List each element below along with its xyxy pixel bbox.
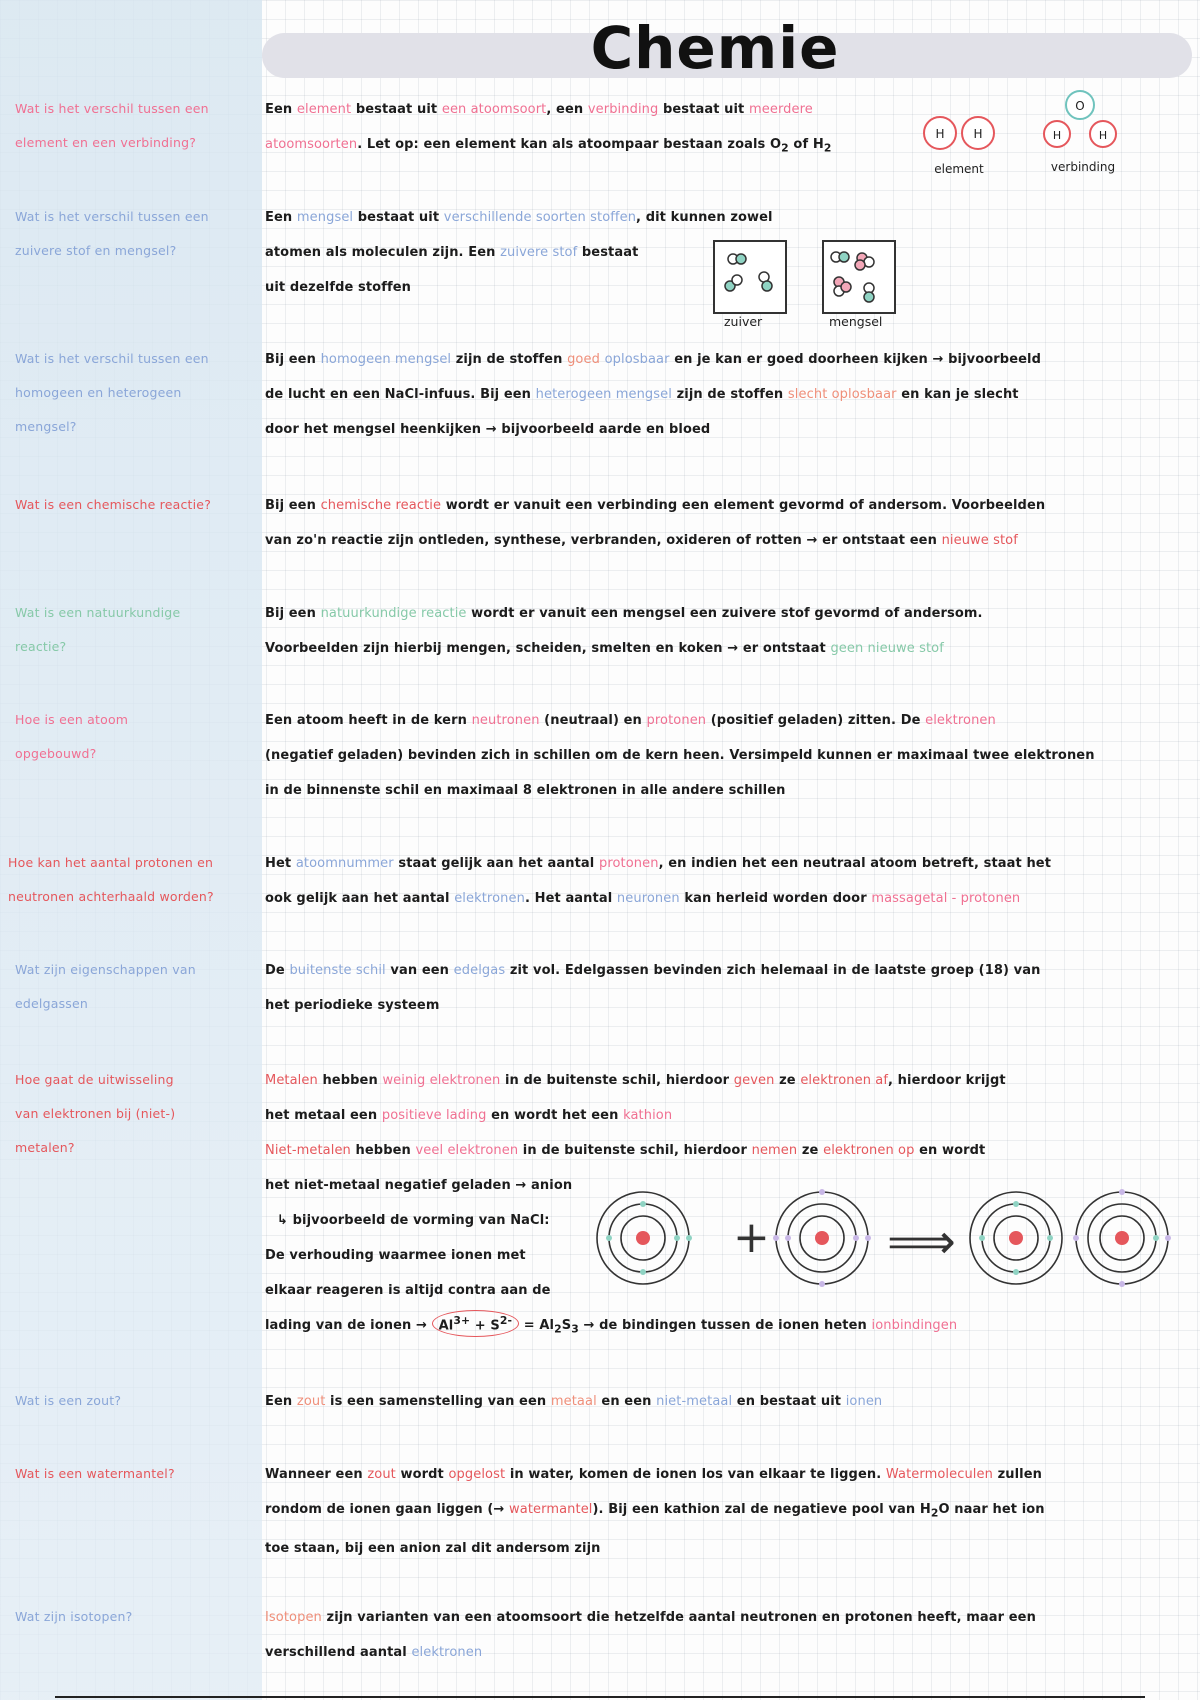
pure-molecules-icon <box>715 242 785 312</box>
h-label: H <box>973 127 983 141</box>
answer-atom-structure: Een atoom heeft in de kern neutronen (neutraal) en protonen (positief geladen) zitten. De elektronen (negatief geladen) bevinden zich in schillen om de kern heen. Versimpeld kunnen er maximaal twee elektronen in de binnenste schil en maximaal 8 elektronen in alle andere schillen <box>265 713 1095 798</box>
chlorine-atom-icon <box>773 1189 871 1287</box>
question-chemical-reaction: Wat is een chemische reactie? <box>15 497 212 512</box>
page-title: Chemie <box>590 14 840 82</box>
answer-noble-gases: De buitenste schil van een edelgas zit vol. Edelgassen bevinden zich helemaal in de laatste groep (18) van het periodieke systeem <box>265 963 1041 1013</box>
h-label: H <box>1098 129 1108 142</box>
corner-arrow-icon: ↳ <box>277 1213 293 1228</box>
question-protons-neutrons: Hoe kan het aantal protonen en neutronen achterhaald worden? <box>8 855 214 904</box>
ion-formula: $Al^{3+} + S^{2-}$ <box>432 1310 519 1337</box>
sodium-atom-icon <box>597 1192 692 1284</box>
answer-element-vs-compound: Een element bestaat uit een atoomsoort, een verbinding bestaat uit meerdere atoomsoorten. Let op: een element kan als atoompaar bestaan zoals $O_2$ of $H_2$ <box>265 102 832 155</box>
nacl-formation-diagram <box>590 1188 1180 1298</box>
answer-water-mantle: Wanneer een zout wordt opgelost in water, komen de ionen los van elkaar te liggen. Watermoleculen zullen rondom de ionen gaan liggen (→ watermantel). Bij een kathion zal de negatieve pool van $H_2O$ naar het ion toe staan, bij een anion zal dit andersom zijn <box>265 1467 1045 1556</box>
question-noble-gases: Wat zijn eigenschappen van edelgassen <box>15 962 196 1011</box>
bottom-divider <box>55 1696 1145 1698</box>
answer-chemical-reaction: Bij een chemische reactie wordt er vanuit een verbinding een element gevormd of andersom. Voorbeelden van zo'n reactie zijn ontleden, synthese, verbranden, oxideren of rotten → er ontstaat een nieuwe stof <box>265 498 1046 548</box>
reaction-arrow-icon: ⟹ <box>887 1214 956 1270</box>
question-water-mantle: Wat is een watermantel? <box>15 1466 175 1481</box>
mixture-label: mengsel <box>829 314 883 329</box>
h-label: H <box>935 127 945 141</box>
question-salt: Wat is een zout? <box>15 1393 122 1408</box>
answer-isotopes: Isotopen zijn varianten van een atoomsoort die hetzelfde aantal neutronen en protonen heeft, maar een verschillend aantal elektronen <box>265 1610 1036 1660</box>
question-isotopes: Wat zijn isotopen? <box>15 1609 133 1624</box>
answer-homogeneous-vs-heterogeneous: Bij een homogeen mengsel zijn de stoffen goed oplosbaar en je kan er goed doorheen kijken → bijvoorbeeld de lucht en een NaCl-infuus. Bij een heterogeen mengsel zijn de stoffen slecht oplosbaar en kan je slecht door het mengsel heenkijken → bijvoorbeeld aarde en bloed <box>265 352 1042 437</box>
answer-physical-reaction: Bij een natuurkundige reactie wordt er vanuit een mengsel een zuivere stof gevormd of andersom. Voorbeelden zijn hierbij mengen, scheiden, smelten en koken → er ontstaat geen nieuwe stof <box>265 606 983 656</box>
answer-protons-neutrons: Het atoomnummer staat gelijk aan het aantal protonen, en indien het een neutraal atoom betreft, staat het ook gelijk aan het aantal elektronen. Het aantal neuronen kan herleid worden door massagetal - protonen <box>265 856 1052 906</box>
sodium-ion-icon <box>970 1192 1062 1284</box>
question-atom-structure: Hoe is een atoom opgebouwd? <box>15 712 129 761</box>
element-compound-diagram <box>915 85 1135 185</box>
answer-pure-vs-mixture: Een mengsel bestaat uit verschillende soorten stoffen, dit kunnen zowel atomen als moleculen zijn. Een zuivere stof bestaat uit dezelfde stoffen <box>265 210 773 295</box>
o-label: O <box>1075 99 1085 113</box>
question-physical-reaction: Wat is een natuurkundige reactie? <box>15 605 181 654</box>
plus-sign: + <box>733 1212 770 1263</box>
answer-electron-exchange: Metalen hebben weinig elektronen in de buitenste schil, hierdoor geven ze elektronen af, hierdoor krijgt het metaal een positieve lading en wordt het een kathion Niet-metalen hebben veel elektronen in de buitenste schil, hierdoor nemen ze elektronen op en wordt het niet-metaal negatief geladen → anion ↳ bijvoorbeeld de vorming van NaCl: De verhouding waarmee ionen met elkaar reageren is altijd contra aan de lading van de ionen → $Al^{3+} + S^{2-} = Al_2S_3$ → de bindingen tussen de ionen heten ionbindingen <box>265 1073 1006 1336</box>
mixture-box <box>822 240 896 314</box>
mixture-molecules-icon <box>824 242 894 312</box>
question-element-vs-compound: Wat is het verschil tussen een element en een verbinding? <box>15 101 209 150</box>
pure-substance-box <box>713 240 787 314</box>
question-pure-vs-mixture: Wat is het verschil tussen een zuivere stof en mengsel? <box>15 209 209 258</box>
question-electron-exchange: Hoe gaat de uitwisseling van elektronen bij (niet-) metalen? <box>15 1072 176 1155</box>
h-label: H <box>1052 129 1062 142</box>
chloride-ion-icon <box>1073 1189 1171 1287</box>
answer-salt: Een zout is een samenstelling van een metaal en een niet-metaal en bestaat uit ionen <box>265 1394 883 1409</box>
question-homogeneous-vs-heterogeneous: Wat is het verschil tussen een homogeen en heterogeen mengsel? <box>15 351 209 434</box>
compound-label: verbinding <box>1050 160 1116 174</box>
pure-label: zuiver <box>724 314 763 329</box>
element-label: element <box>934 162 984 176</box>
